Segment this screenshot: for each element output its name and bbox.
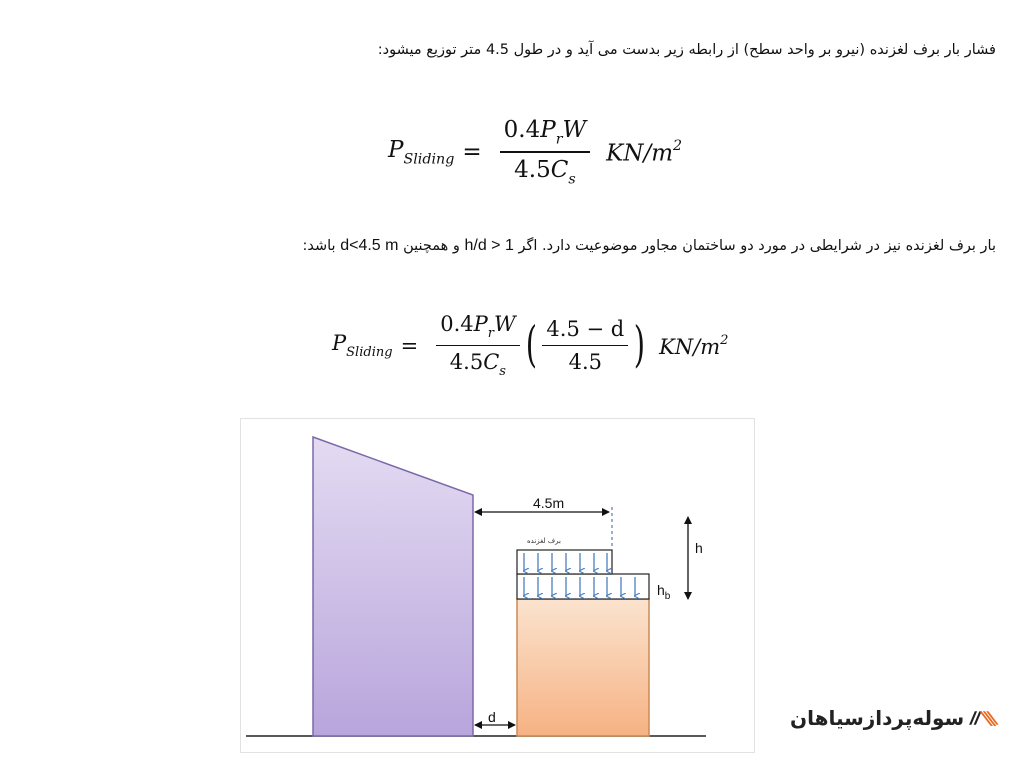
condition-text-line: [302, 237, 996, 255]
logo-stripes-icon: [968, 700, 1000, 736]
formula-unit: $KN/m^2$: [606, 137, 683, 167]
logo-text: سوله‌پردازسیاهان: [790, 706, 965, 730]
tall-building: [313, 437, 473, 736]
equals-sign: =: [400, 333, 419, 358]
fraction-denominator: $4.5C_s$: [449, 350, 506, 380]
sliding-snow-formula: [388, 117, 682, 187]
sliding-snow-layer: [517, 550, 612, 574]
reduction-fraction: [542, 317, 628, 375]
sliding-snow-formula-adjacent: [332, 312, 728, 379]
gap-label: d: [488, 709, 496, 725]
left-parenthesis: (: [525, 317, 537, 374]
height-label: h: [695, 540, 703, 556]
balanced-height-label: $h_b$: [657, 582, 671, 602]
fraction-denominator: $4.5C_s$: [514, 156, 576, 188]
reduction-numerator: 4.5 − d: [546, 316, 625, 341]
formula-lhs: $P_{Sliding}$: [332, 331, 393, 361]
balanced-snow-layer: [517, 574, 649, 599]
equals-sign: =: [462, 139, 482, 166]
formula-lhs: $P_{Sliding}$: [388, 136, 455, 168]
fraction-numerator: $0.4P_rW$: [440, 312, 516, 341]
condition-text-part3: باشد:: [302, 238, 336, 254]
diagram-svg: [241, 419, 756, 754]
main-fraction: [436, 312, 519, 379]
condition-d-limit: d<4.5 m: [340, 237, 399, 254]
intro-text-line: فشار بار برف لغزنده (نیرو بر واحد سطح) از رابطه زیر بدست می آید و در طول 4.5 متر توزیع میشود:: [377, 42, 996, 58]
formula-unit: $KN/m^2$: [659, 332, 729, 359]
sliding-snow-label: برف لغزنده: [527, 537, 561, 545]
condition-text-part2: و همچنین: [403, 238, 460, 254]
low-building: [517, 599, 649, 736]
condition-text-part1: بار برف لغزنده نیز در شرایطی در مورد دو ساختمان مجاور موضوعیت دارد. اگر: [518, 238, 996, 254]
sliding-snow-diagram: [240, 418, 755, 753]
reduction-denominator: 4.5: [568, 350, 603, 375]
length-label: 4.5m: [533, 495, 565, 511]
main-fraction: [500, 117, 591, 187]
fraction-numerator: $0.4P_rW$: [503, 117, 587, 148]
condition-h-over-d: h/d > 1: [464, 237, 514, 254]
company-logo: [790, 700, 1000, 736]
right-parenthesis: ): [633, 317, 646, 374]
